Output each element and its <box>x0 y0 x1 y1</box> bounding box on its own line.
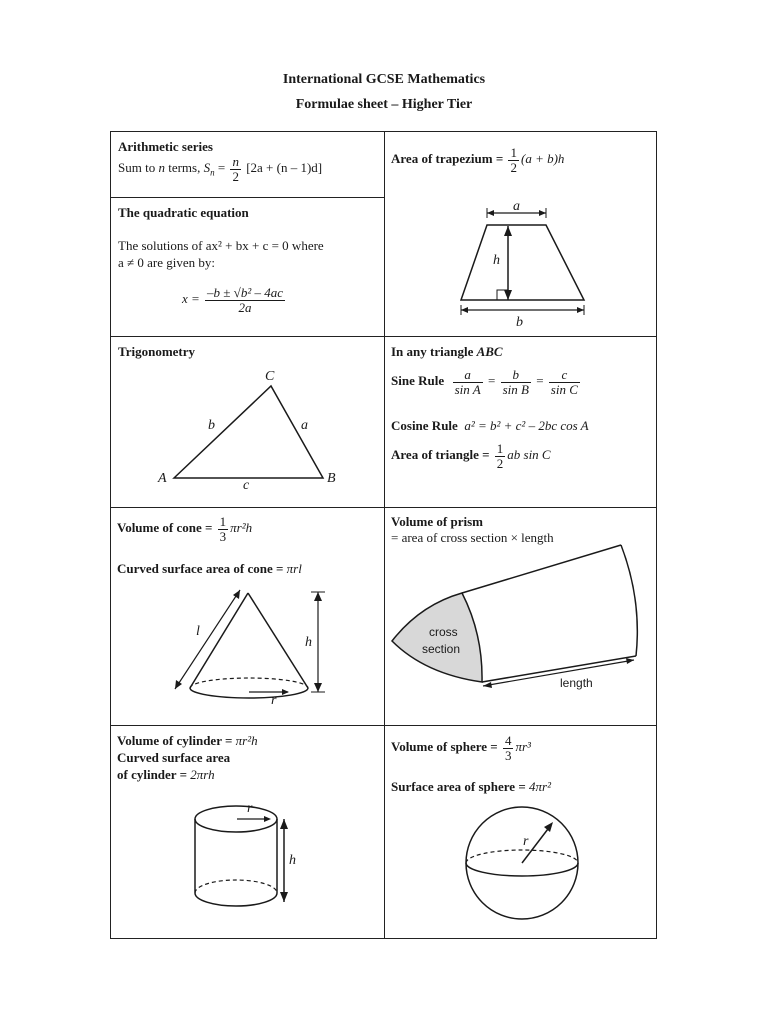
cylinder-volume: Volume of cylinder = πr²h <box>117 733 258 748</box>
vertex-a-label: A <box>158 471 167 486</box>
triangle-heading: In any triangle ABC <box>391 344 503 359</box>
sphere-volume: Volume of sphere = $\frac{4}{3}$ πr³ <box>391 733 531 763</box>
quadratic-heading: The quadratic equation <box>118 205 249 220</box>
quadratic-formula: x = $\frac{\text{–b ± √b² – 4ac}}{2a}$ <box>182 285 283 315</box>
prism-heading: Volume of prism <box>391 514 483 529</box>
sphere-sa: Surface area of sphere = 4πr² <box>391 779 551 794</box>
side-b-label: b <box>208 418 215 433</box>
trapezium-label-h: h <box>493 253 500 268</box>
cross-label-1: cross <box>429 625 458 639</box>
side-a-label: a <box>301 418 308 433</box>
cone-csa: Curved surface area of cone = πrl <box>117 561 302 576</box>
quadratic-line1: The solutions of ax² + bx + c = 0 where <box>118 238 324 253</box>
cone-label-l: l <box>196 624 200 639</box>
quadratic-line2: a ≠ 0 are given by: <box>118 255 216 270</box>
sheet-title: International GCSE Mathematics <box>282 72 486 87</box>
cylinder-csa-line1: Curved surface area <box>117 750 231 765</box>
cylinder-csa-line2: of cylinder = 2πrh <box>117 767 215 782</box>
sphere-label-r: r <box>523 834 529 849</box>
cylinder-label-h: h <box>289 853 296 868</box>
prism-subtext: = area of cross section × length <box>391 530 554 545</box>
trapezium-label-b: b <box>516 315 523 330</box>
length-label: length <box>560 676 593 690</box>
cross-label-2: section <box>422 642 461 656</box>
cylinder-label-r: r <box>247 801 253 816</box>
sine-rule: Sine Rule $\frac{a}{\text{sin A}}$ = $\frac{b}{\text{sin B}}$ = $\frac{c}{\text{sin C}}$ <box>391 367 578 397</box>
trapezium-label-a: a <box>513 199 520 214</box>
arithmetic-heading: Arithmetic series <box>118 139 213 154</box>
cone-label-r: r <box>271 693 277 708</box>
cone-volume: Volume of cone = $\frac{1}{3}$ πr²h <box>117 514 253 544</box>
vertex-b-label: B <box>327 471 336 486</box>
trapezium-formula: Area of trapezium = $\frac{1}{2}$ (a + b)h <box>391 145 565 175</box>
vertex-c-label: C <box>265 369 275 384</box>
cosine-rule: Cosine Rule a² = b² + c² – 2bc cos A <box>391 418 589 433</box>
trigonometry-heading: Trigonometry <box>118 344 196 359</box>
arithmetic-formula: Sum to n terms, $S_n$ = $\frac{n}{2}$ [2a + (n – 1)d] <box>118 154 323 184</box>
sheet-subtitle: Formulae sheet – Higher Tier <box>295 97 473 112</box>
side-c-label: c <box>243 478 250 493</box>
cone-label-h: h <box>305 635 312 650</box>
triangle-area: Area of triangle = $\frac{1}{2}$ ab sin C <box>391 441 551 471</box>
